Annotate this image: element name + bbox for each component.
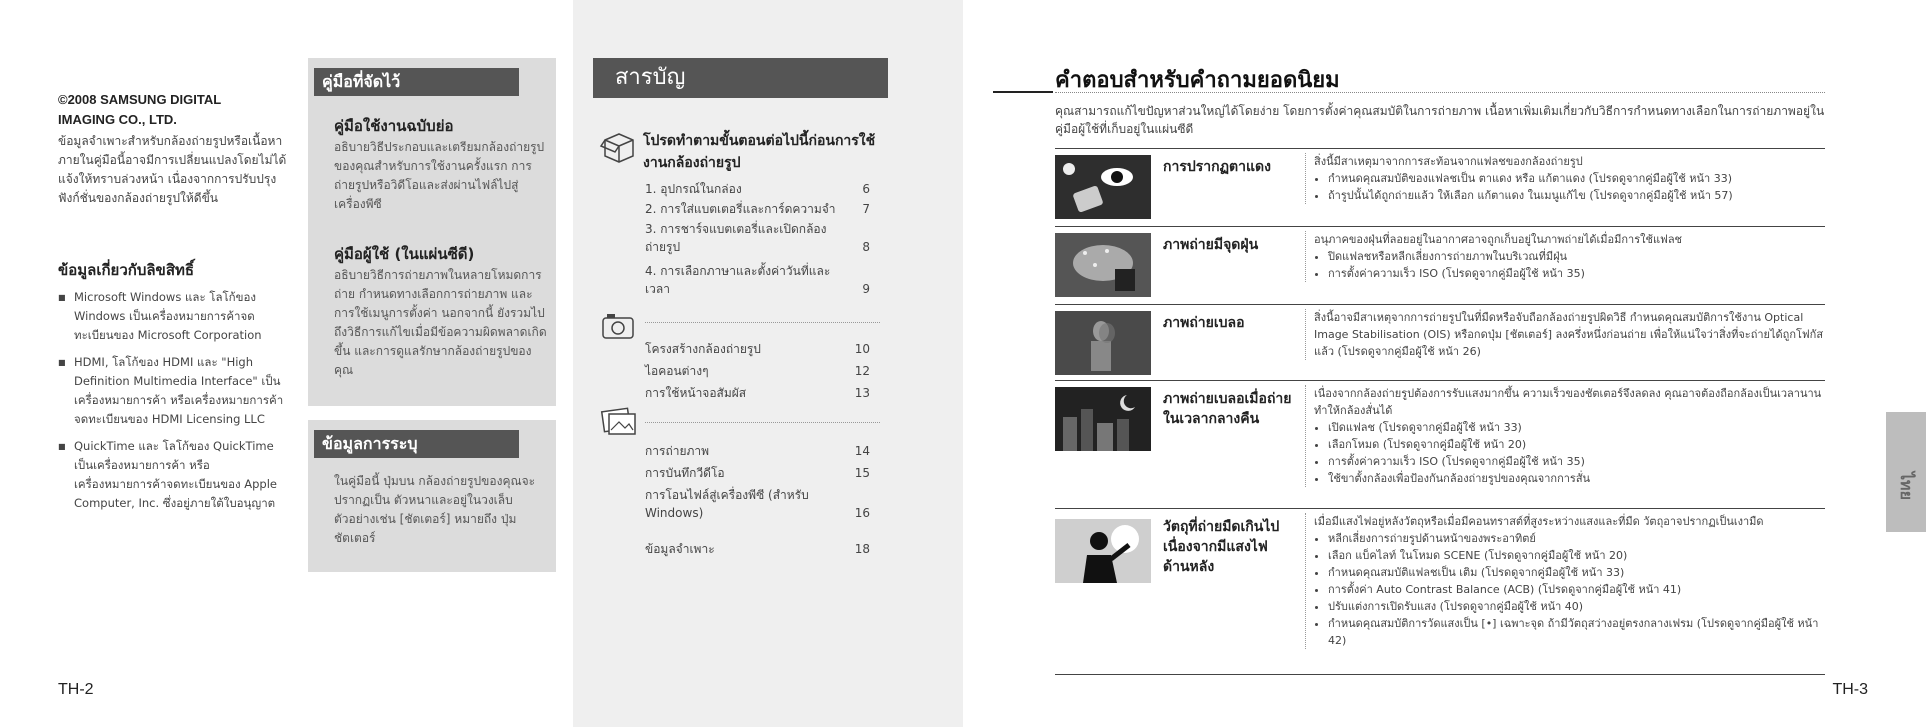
rights-item: ■ Microsoft Windows และ โลโก้ของ Windows เป็นเครื่องหมายการค้าจดทะเบียนของ Microsoft Corporation [58, 288, 293, 345]
toc-item-5[interactable]: โครงสร้างกล้องถ่ายรูป 10 [645, 342, 870, 356]
manuals-box [308, 58, 556, 406]
language-tab-label: ไทย [1897, 472, 1916, 500]
rights-item: ■ HDMI, โลโก้ของ HDMI และ "High Definition Multimedia Interface" เป็นเครื่องหมายการค้า หรือเครื่องหมายการค้าจดทะเบียนของ HDMI Licensing LLC [58, 353, 293, 429]
toc-item-4[interactable]: 4. การเลือกภาษาและตั้งค่าวันที่และเวลา 9 [645, 264, 870, 296]
quick-guide-text: อธิบายวิธีประกอบและเตรียมกล้องถ่ายรูปของคุณสำหรับการใช้งานครั้งแรก การถ่ายรูปหรือวิดีโอและส่งผ่านไฟล์ไปสู่เครื่องพีซี [334, 140, 545, 211]
toc-divider [645, 422, 880, 423]
toc-heading: โปรดทำตามขั้นตอนต่อไปนี้ก่อนการใช้งานกล้องถ่ายรูป [643, 133, 876, 171]
toc-item-1[interactable]: 1. อุปกรณ์ในกล่อง 6 [645, 182, 870, 196]
camera-icon [599, 306, 639, 346]
faq-row-blur [1055, 304, 1825, 381]
backlight-image [1055, 519, 1151, 583]
faq-row-dust [1055, 226, 1825, 305]
faq-question: ภาพถ่ายเบลอเมื่อถ่ายในเวลากลางคืน [1163, 391, 1292, 427]
blur-image [1055, 311, 1151, 375]
toc-page [573, 0, 963, 727]
toc-item-6[interactable]: ไอคอนต่างๆ 12 [645, 364, 870, 378]
rights-item: ■ QuickTime และ โลโก้ของ QuickTime เป็นเครื่องหมายการค้า หรือเครื่องหมายการค้าจดทะเบียนของ Apple Computer, Inc. ซึ่งอยู่ภายใต้ใบอนุญาต [58, 437, 293, 513]
faq-answer: เนื่องจากกล้องถ่ายรูปต้องการรับแสงมากขึ้น ความเร็วของชัตเตอร์จึงลดลง คุณอาจต้องถือกล้องเป็นเวลานานทำให้กล้องสั่นได้ • เปิดแฟลช (โปรดดูจากคู่มือผู้ใช้ หน้า 33) • เลือกโหมด (โปรดดูจากคู่มือผู้ใช้ หน้า 20) • การตั้งค่าความเร็ว ISO (โปรดดูจากคู่มือผู้ใช้ หน้า 35) • ใช้ขาตั้งกล้องเพื่อป้องกันกล้องถ่ายรูปของคุณจากการสั่น [1305, 385, 1834, 487]
faq-row-redeye [1055, 148, 1825, 227]
toc-item-8[interactable]: การถ่ายภาพ 14 [645, 444, 870, 458]
title-dotline [1055, 92, 1825, 93]
quick-guide-title: คู่มือใช้งานฉบับย่อ [334, 117, 454, 135]
toc-divider [645, 322, 880, 323]
left-page [0, 0, 573, 727]
redeye-image [1055, 155, 1151, 219]
language-tab [1886, 412, 1926, 532]
toc-item-9[interactable]: การบันทึกวีดีโอ 15 [645, 466, 870, 480]
copyright-text: ©2008 SAMSUNG DIGITAL IMAGING CO., LTD. [58, 92, 221, 127]
box-icon [599, 126, 639, 166]
user-manual-title: คู่มือผู้ใช้ (ในแผ่นซีดี) [334, 245, 475, 263]
photos-icon [599, 400, 639, 440]
toc-title: สารบัญ [593, 58, 888, 98]
rights-title: ข้อมูลเกี่ยวกับลิขสิทธิ์ [58, 261, 195, 279]
toc-item-11[interactable]: ข้อมูลจำเพาะ 18 [645, 542, 870, 556]
night-image [1055, 387, 1151, 451]
notation-title: ข้อมูลการระบุ [314, 430, 519, 458]
faq-answer: สิ่งนี้มีสาเหตุมาจากการสะท้อนจากแฟลชของกล้องถ่ายรูป • กำหนดคุณสมบัติของแฟลชเป็น ตาแดง หรือ แก้ตาแดง (โปรดดูจากคู่มือผู้ใช้ หน้า 33) • ถ้ารูปนั้นได้ถูกถ่ายแล้ว ให้เลือก แก้ตาแดง ในเมนูแก้ไข (โปรดดูจากคู่มือผู้ใช้ หน้า 57) [1305, 153, 1834, 204]
faq-bottom-rule [1055, 674, 1825, 675]
faq-title: คำตอบสำหรับคำถามยอดนิยม [1055, 67, 1340, 93]
faq-answer: สิ่งนี้อาจมีสาเหตุจากการถ่ายรูปในที่มืดหรือจับถือกล้องถ่ายรูปผิดวิธี กำหนดคุณสมบัติการใช้งาน Optical Image Stabilisation (OIS) หรือกดปุ่ม [ชัตเตอร์] ลงครึ่งหนึ่งก่อนถ่าย เพื่อให้แน่ใจว่าสิ่งที่จะถ่ายได้ถูกโฟกัสแล้ว (โปรดดูจากคู่มือผู้ใช้ หน้า 26) [1305, 309, 1834, 360]
notation-box [308, 420, 556, 572]
page-number-left: TH-2 [58, 681, 94, 698]
dust-image [1055, 233, 1151, 297]
toc-item-7[interactable]: การใช้หน้าจอสัมผัส 13 [645, 386, 870, 400]
manuals-title: คู่มือที่จัดไว้ [314, 68, 519, 96]
page-number-right: TH-3 [1832, 681, 1868, 698]
faq-question: การปรากฏตาแดง [1163, 159, 1271, 175]
intro-text: ข้อมูลจำเพาะสำหรับกล้องถ่ายรูปหรือเนื้อหาภายในคู่มือนี้อาจมีการเปลี่ยนแปลงโดยไม่ได้แจ้งให้ทราบล่วงหน้า เนื่องจากการปรับปรุงฟังก์ชั่นของกล้องถ่ายรูปให้ดีขึ้น [58, 134, 287, 205]
rights-list [58, 288, 293, 521]
faq-answer: เมื่อมีแสงไฟอยู่หลังวัตถุหรือเมื่อมีคอนทราสต์ที่สูงระหว่างแสงและที่มืด วัตถุอาจปรากฏเป็นเงามืด • หลีกเลี่ยงการถ่ายรูปด้านหน้าของพระอาทิตย์ • เลือก แบ็คไลท์ ในโหมด SCENE (โปรดดูจากคู่มือผู้ใช้ หน้า 20) • กำหนดคุณสมบัติแฟลชเป็น เติม (โปรดดูจากคู่มือผู้ใช้ หน้า 33) • การตั้งค่า Auto Contrast Balance (ACB) (โปรดดูจากคู่มือผู้ใช้ หน้า 41) • ปรับแต่งการเปิดรับแสง (โปรดดูจากคู่มือผู้ใช้ หน้า 40) • กำหนดคุณสมบัติการวัดแสงเป็น [•] เฉพาะจุด ถ้ามีวัตถุสว่างอยู่ตรงกลางเฟรม (โปรดดูจากคู่มือผู้ใช้ หน้า 42) [1305, 513, 1834, 649]
user-manual-text: อธิบายวิธีการถ่ายภาพในหลายโหมดการถ่าย กำหนดทางเลือกการถ่ายภาพ และการใช้เมนูการตั้งค่า นอกจากนี้ ยังรวมไปถึงวิธีการแก้ไขเมื่อมีข้อความผิดพลาดเกิดขึ้น และการดูแลรักษากล้องถ่ายรูปของคุณ [334, 268, 547, 377]
faq-question: ภาพถ่ายมีจุดฝุ่น [1163, 237, 1259, 253]
notation-text: ในคู่มือนี้ ปุ่มบน กล้องถ่ายรูปของคุณจะปรากฏเป็น ตัวหนาและอยู่ในวงเล็บ ตัวอย่างเช่น [ชัตเตอร์] หมายถึง ปุ่มชัตเตอร์ [334, 474, 536, 545]
toc-item-10[interactable]: การโอนไฟล์สู่เครื่องพีซี (สำหรับ Windows) 16 [645, 488, 870, 520]
faq-intro: คุณสามารถแก้ไขปัญหาส่วนใหญ่ได้โดยง่าย โดยการตั้งค่าคุณสมบัติในการถ่ายภาพ เนื้อหาเพิ่มเติมเกี่ยวกับวิธีการกำหนดทางเลือกในการถ่ายภาพอยู่ในคู่มือผู้ใช้ที่เก็บอยู่ในแผ่นซีดี [1055, 104, 1825, 136]
toc-item-3[interactable]: 3. การชาร์จแบตเตอรี่และเปิดกล้องถ่ายรูป 8 [645, 222, 870, 254]
faq-row-backlight [1055, 508, 1825, 675]
faq-row-night [1055, 380, 1825, 509]
faq-answer: อนุภาคของฝุ่นที่ลอยอยู่ในอากาศอาจถูกเก็บอยู่ในภาพถ่ายได้เมื่อมีการใช้แฟลช • ปิดแฟลชหรือหลีกเลี่ยงการถ่ายภาพในบริเวณที่มีฝุ่น • การตั้งค่าความเร็ว ISO (โปรดดูจากคู่มือผู้ใช้ หน้า 35) [1305, 231, 1834, 282]
faq-question: ภาพถ่ายเบลอ [1163, 315, 1245, 331]
faq-question: วัตถุที่ถ่ายมืดเกินไป เนื่องจากมีแสงไฟด้านหลัง [1163, 519, 1280, 575]
title-rule [993, 91, 1053, 93]
toc-item-2[interactable]: 2. การใส่แบตเตอรี่และการ์ดความจำ 7 [645, 202, 870, 216]
faq-page [963, 0, 1926, 727]
